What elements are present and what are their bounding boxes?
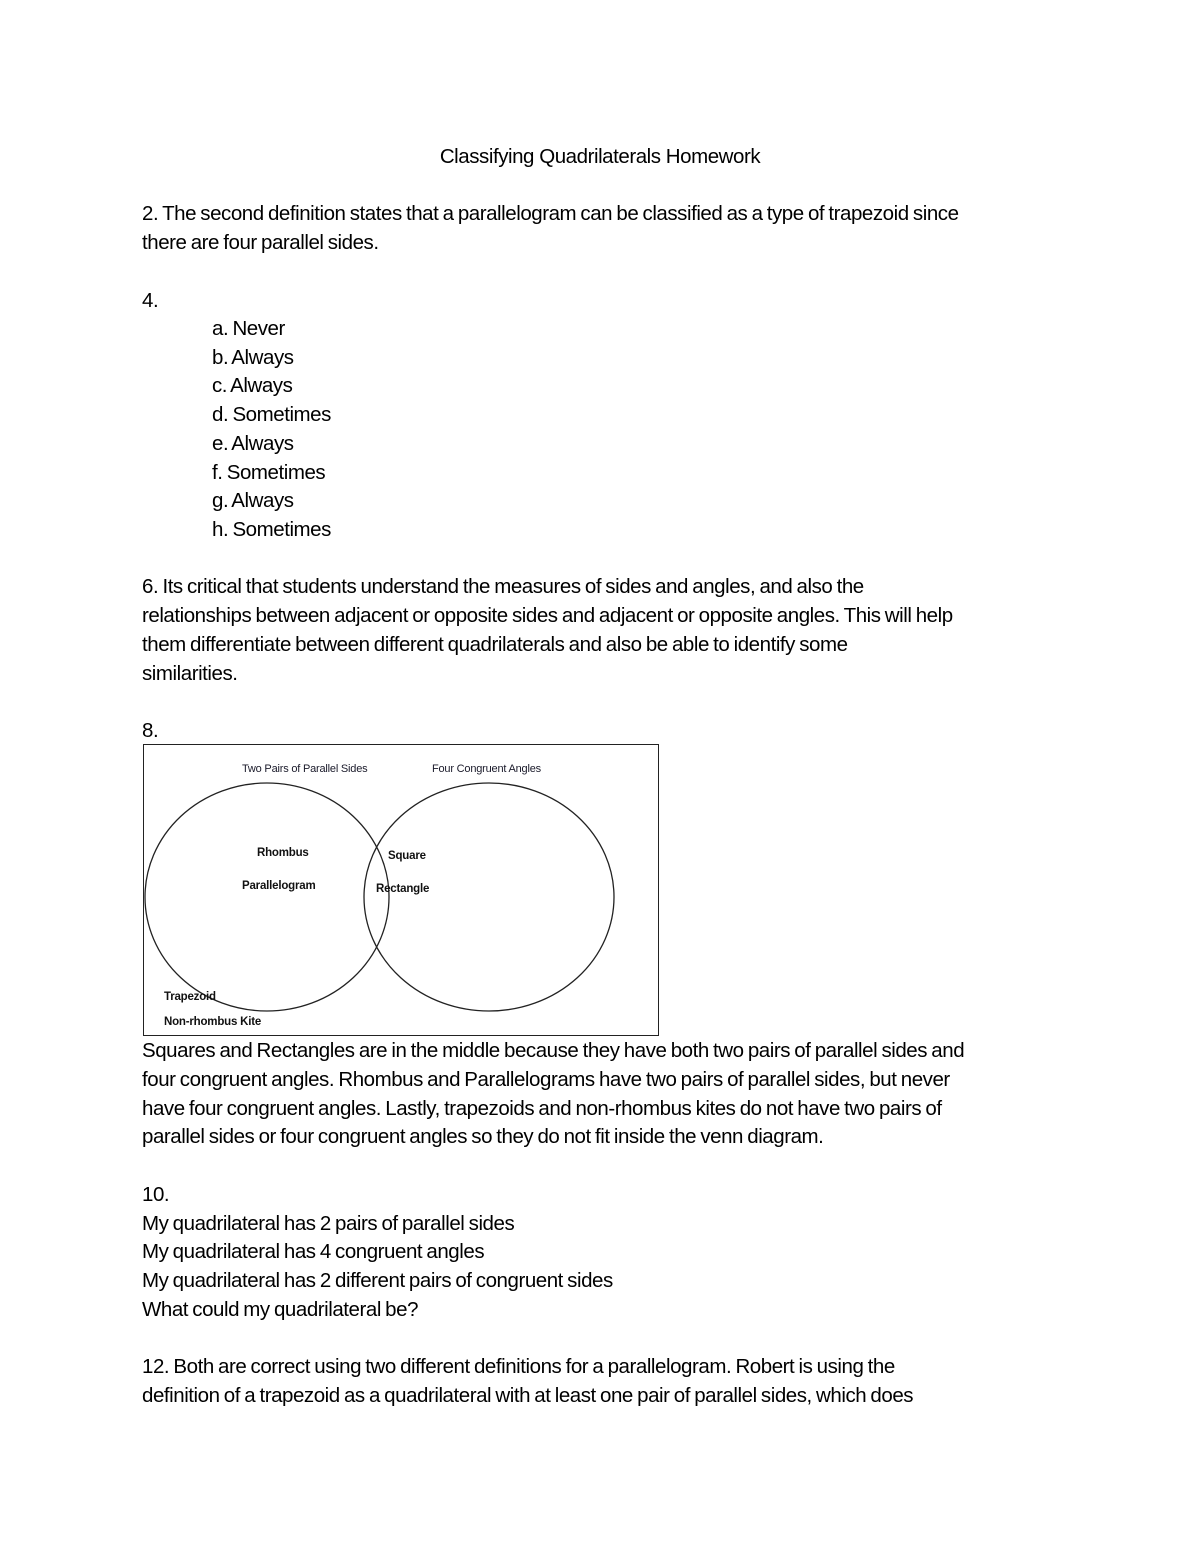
venn-item-rhombus: Rhombus xyxy=(257,847,309,859)
q6-line-3: them differentiate between different quadrilaterals and also be able to identify some xyxy=(142,633,848,656)
venn-item-parallelogram: Parallelogram xyxy=(242,880,316,892)
venn-diagram xyxy=(143,744,659,1036)
venn-left-label: Two Pairs of Parallel Sides xyxy=(242,763,368,775)
q4-answer-g: g. Always xyxy=(212,489,294,512)
q8-explanation-line-4: parallel sides or four congruent angles so they do not fit inside the venn diagram. xyxy=(142,1125,824,1148)
document-title: Classifying Quadrilaterals Homework xyxy=(439,145,761,168)
q10-number: 10. xyxy=(142,1183,170,1206)
q8-number: 8. xyxy=(142,719,159,742)
q8-explanation-line-3: have four congruent angles. Lastly, trapezoids and non-rhombus kites do not have two pairs of xyxy=(142,1097,942,1120)
venn-item-non-rhombus-kite: Non-rhombus Kite xyxy=(164,1016,262,1028)
q10-line-4: What could my quadrilateral be? xyxy=(142,1298,419,1321)
q4-answer-b: b. Always xyxy=(212,346,294,369)
q4-number: 4. xyxy=(142,289,159,312)
q2-line-2: there are four parallel sides. xyxy=(142,231,379,254)
q12-line-2: definition of a trapezoid as a quadrilateral with at least one pair of parallel sides, which does xyxy=(142,1384,914,1407)
q10-line-3: My quadrilateral has 2 different pairs of congruent sides xyxy=(142,1269,613,1292)
q10-line-2: My quadrilateral has 4 congruent angles xyxy=(142,1240,485,1263)
venn-item-rectangle: Rectangle xyxy=(376,883,430,895)
q6-line-2: relationships between adjacent or opposite sides and adjacent or opposite angles. This will help xyxy=(142,604,953,627)
q12-line-1: 12. Both are correct using two different definitions for a parallelogram. Robert is using the xyxy=(142,1355,895,1378)
q10-line-1: My quadrilateral has 2 pairs of parallel sides xyxy=(142,1212,515,1235)
q4-answer-a: a. Never xyxy=(212,317,285,340)
venn-left-circle xyxy=(145,783,389,1011)
q4-answer-f: f. Sometimes xyxy=(212,461,326,484)
q4-answer-e: e. Always xyxy=(212,432,294,455)
venn-item-trapezoid: Trapezoid xyxy=(164,991,216,1003)
q8-explanation-line-2: four congruent angles. Rhombus and Parallelograms have two pairs of parallel sides, but never xyxy=(142,1068,950,1091)
venn-item-square: Square xyxy=(388,850,426,862)
q4-answer-d: d. Sometimes xyxy=(212,403,331,426)
q6-line-1: 6. Its critical that students understand the measures of sides and angles, and also the xyxy=(142,575,864,598)
q4-answer-c: c. Always xyxy=(212,374,293,397)
venn-right-label: Four Congruent Angles xyxy=(432,763,541,775)
q6-line-4: similarities. xyxy=(142,662,238,685)
q4-answer-h: h. Sometimes xyxy=(212,518,331,541)
q8-explanation-line-1: Squares and Rectangles are in the middle because they have both two pairs of parallel sides and xyxy=(142,1039,965,1062)
venn-right-circle xyxy=(364,783,614,1011)
q2-line-1: 2. The second definition states that a parallelogram can be classified as a type of trapezoid since xyxy=(142,202,959,225)
